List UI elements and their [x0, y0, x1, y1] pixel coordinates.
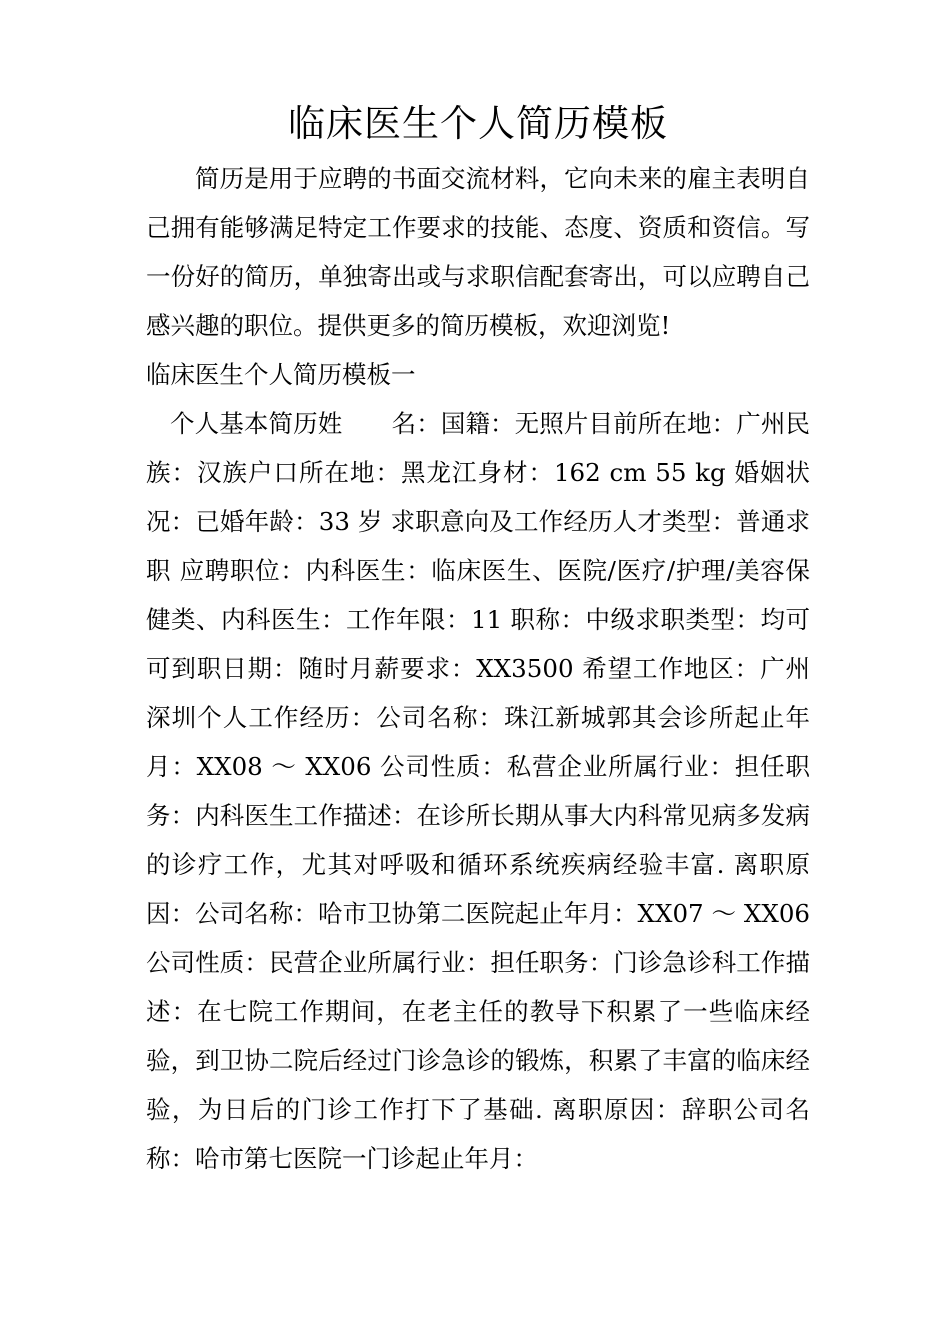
- section-heading: 临床医生个人简历模板一: [146, 360, 416, 389]
- document-title: 临床医生个人简历模板: [288, 102, 668, 145]
- intro-paragraph: 简历是用于应聘的书面交流材料，它向未来的雇主表明自己拥有能够满足特定工作要求的技能、态度、资质和资信。写一份好的简历，单独寄出或与求职信配套寄出，可以应聘自己感兴趣的职位。提供更多的简历模板，欢迎浏览!: [146, 164, 810, 340]
- resume-body-paragraph: 个人基本简历姓 名：国籍：无照片目前所在地：广州民族：汉族户口所在地：黑龙江身材：162 cm 55 kg 婚姻状况：已婚年龄：33 岁 求职意向及工作经历人才类型：普通求职 应聘职位：内科医生：临床医生、医院/医疗/护理/美容保健类、内科医生：工作年限：11 职称：中级求职类型：均可可到职日期：随时月薪要求：XX3500 希望工作地区：广州 深圳个人工作经历：公司名称：珠江新城郭其会诊所起止年月：XX08 ～ XX06 公司性质：私营企业所属行业：担任职务：内科医生工作描述：在诊所长期从事大内科常见病多发病的诊疗工作，尤其对呼吸和循环系统疾病经验丰富. 离职原因：公司名称：哈市卫协第二医院起止年月：XX07 ～ XX06 公司性质：民营企业所属行业：担任职务：门诊急诊科工作描述：在七院工作期间，在老主任的教导下积累了一些临床经验，到卫协二院后经过门诊急诊的锻炼，积累了丰富的临床经验，为日后的门诊工作打下了基础. 离职原因：辞职公司名称：哈市第七医院一门诊起止年月：: [146, 409, 810, 1173]
- document-page: [146, 96, 810, 1183]
